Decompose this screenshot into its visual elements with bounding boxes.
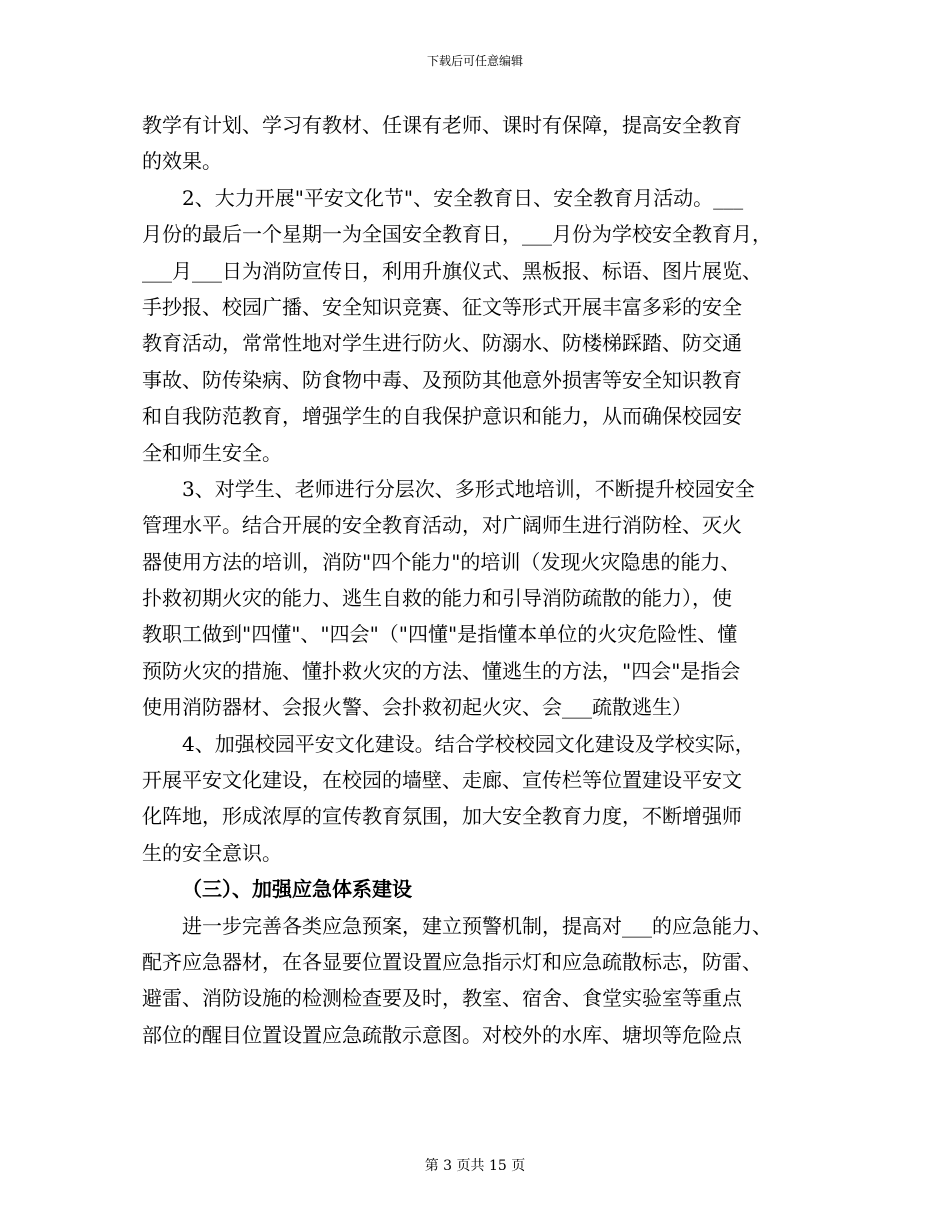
page-footer: 第 3 页共 15 页	[424, 1158, 526, 1174]
paragraph-start: 3、对学生、老师进行分层次、多形式地培训，不断提升校园安全	[182, 476, 755, 501]
body-line: 配齐应急器材，在各显要位置设置应急指示灯和应急疏散标志，防雷、	[142, 949, 762, 974]
body-line: 月份的最后一个星期一为全国安全教育日，___月份为学校安全教育月，	[142, 222, 772, 247]
body-line: 使用消防器材、会报火警、会扑救初起火灾、会___疏散逃生）	[142, 695, 692, 720]
paragraph-start: 2、大力开展"平安文化节"、安全教育日、安全教育月活动。___	[182, 185, 744, 210]
body-line: 教职工做到"四懂"、"四会"（"四懂"是指懂本单位的火灾危险性、懂	[142, 622, 738, 647]
body-line: ___月___日为消防宣传日，利用升旗仪式、黑板报、标语、图片展览、	[142, 258, 762, 283]
paragraph-start: 进一步完善各类应急预案，建立预警机制，提高对___的应急能力、	[182, 913, 772, 938]
body-line: 的效果。	[142, 149, 222, 174]
body-line: 全和师生安全。	[142, 440, 282, 465]
body-line: 教学有计划、学习有教材、任课有老师、课时有保障，提高安全教育	[142, 113, 742, 137]
body-line: 开展平安文化建设，在校园的墙壁、走廊、宣传栏等位置建设平安文	[142, 768, 742, 793]
body-line: 扑救初期火灾的能力、逃生自救的能力和引导消防疏散的能力），使	[142, 586, 732, 611]
body-line: 避雷、消防设施的检测检查要及时，教室、宿舍、食堂实验室等重点	[142, 986, 742, 1011]
body-line: 预防火灾的措施、懂扑救火灾的方法、懂逃生的方法，"四会"是指会	[142, 658, 741, 683]
paragraph-start: 4、加强校园平安文化建设。结合学校校园文化建设及学校实际，	[182, 731, 755, 756]
body-line: 和自我防范教育，增强学生的自我保护意识和能力，从而确保校园安	[142, 404, 742, 429]
body-line: 手抄报、校园广播、安全知识竞赛、征文等形式开展丰富多彩的安全	[142, 294, 742, 319]
body-line: 管理水平。结合开展的安全教育活动，对广阔师生进行消防栓、灭火	[142, 513, 742, 538]
page-header: 下载后可任意编辑	[426, 54, 523, 68]
body-line: 事故、防传染病、防食物中毒、及预防其他意外损害等安全知识教育	[142, 367, 742, 392]
body-line: 部位的醒目位置设置应急疏散示意图。对校外的水库、塘坝等危险点	[142, 1022, 742, 1047]
document-body	[142, 107, 822, 1053]
body-line: 教育活动，常常性地对学生进行防火、防溺水、防楼梯踩踏、防交通	[142, 331, 742, 356]
body-line: 生的安全意识。	[142, 840, 282, 865]
body-line: 器使用方法的培训，消防"四个能力"的培训（发现火灾隐患的能力、	[142, 549, 741, 574]
body-line: 化阵地，形成浓厚的宣传教育氛围，加大安全教育力度，不断增强师	[142, 804, 742, 829]
section-heading: （三）、加强应急体系建设	[182, 877, 412, 902]
